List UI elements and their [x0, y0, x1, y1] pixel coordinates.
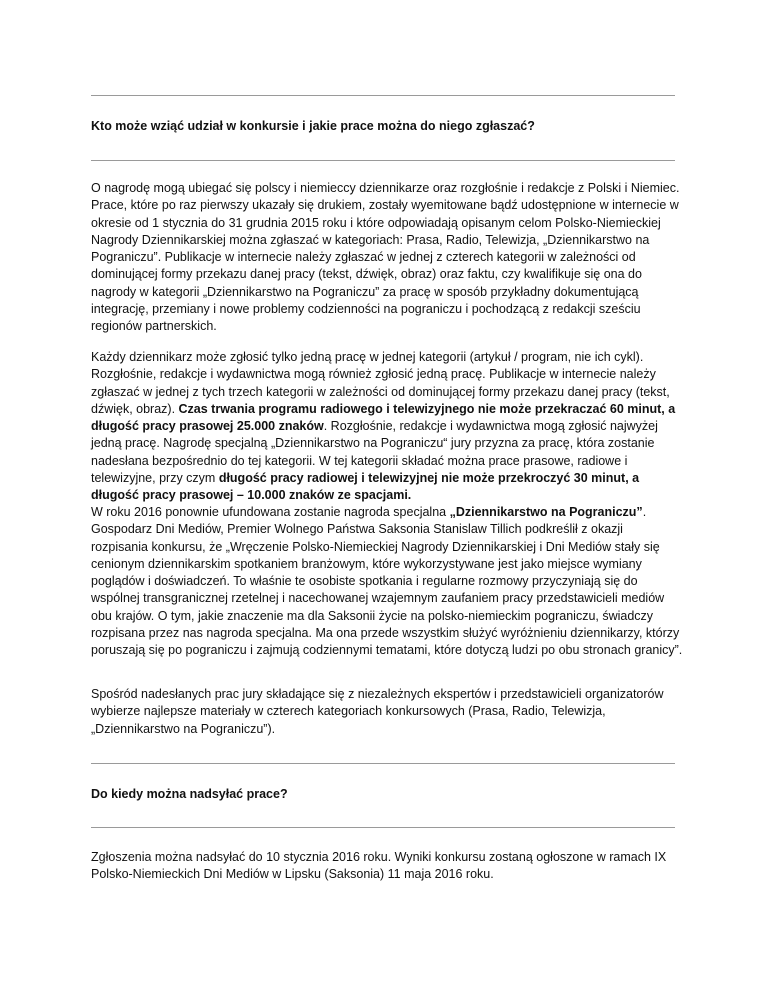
paragraph-deadline: Zgłoszenia można nadsyłać do 10 stycznia 2016 roku. Wyniki konkursu zostaną ogłoszone w ramach IX Polsko-Niemieckich Dni Mediów w Lipsku (Saksonia) 11 maja 2016 roku. — [91, 850, 667, 882]
paragraph-jury: Spośród nadesłanych prac jury składające się z niezależnych ekspertów i przedstawicieli organizatorów wybierze najlepsze materiały w czterech kategoriach konkursowych (Prasa, Radio, Telewizja, „Dziennikarstwo na Pograniczu”). — [91, 687, 664, 736]
paragraph-eligibility: O nagrodę mogą ubiegać się polscy i niemieccy dziennikarze oraz rozgłośnie i redakcje z Polski i Niemiec. Prace, które po raz pierwszy ukazały się drukiem, zostały wyemitowane bądź udostępnione w internecie w okresie od 1 stycznia do 31 grudnia 2015 roku i które odpowiadają opisanym celom Polsko-Niemieckiej Nagrody Dziennikarskiej można zgłaszać w kategoriach: Prasa, Radio, Telewizja, „Dziennikarstwo na Pograniczu”. Publikacje w internecie należy zgłaszać w jednej z czterech kategorii w zależności od dominującej formy przekazu danej pracy (tekst, dźwięk, obraz) oraz faktu, czy kwalifikuje się ona do nagrody w kategorii „Dziennikarstwo na Pograniczu” za pracę w sposób przykładny dokumentującą integrację, przemiany i nowe problemy codzienności na pograniczu i pochodzącą z redakcji sześciu regionów partnerskich. — [91, 181, 680, 334]
bold-segment: „Dziennikarstwo na Pograniczu” — [449, 505, 643, 519]
text-segment: . Rozgłośnie, redakcje i wydawnictwa mogą zgłosić najwyżej jedną pracę. Nagrodę specjalną „Dziennikarstwo na Pograniczu“ jury przyzna za pracę, która zostanie nadesłana bezpośrednio do tej kategorii. W tej kategorii składać można prace prasowe, radiowe i telewizyjne, przy czym — [91, 419, 658, 486]
divider — [91, 827, 675, 828]
paragraph-limits — [91, 349, 683, 505]
section-heading-eligibility: Kto może wziąć udział w konkursie i jakie prace można do niego zgłaszać? — [91, 119, 535, 133]
divider — [91, 160, 675, 161]
section-heading-deadline: Do kiedy można nadsyłać prace? — [91, 787, 288, 801]
paragraph-special-award — [91, 504, 683, 660]
text-segment: W roku 2016 ponownie ufundowana zostanie nagroda specjalna — [91, 505, 450, 519]
divider-top — [91, 95, 675, 96]
bold-segment: Czas trwania programu radiowego i telewizyjnego nie może przekraczać 60 minut, a długość pracy prasowej 25.000 znaków — [91, 401, 676, 434]
divider — [91, 763, 675, 764]
bold-segment: długość pracy radiowej i telewizyjnej nie może przekroczyć 30 minut, a długość pracy prasowej – 10.000 znaków ze spacjami. — [91, 471, 640, 503]
text-segment: Każdy dziennikarz może zgłosić tylko jedną pracę w jednej kategorii (artykuł / program, nie ich cykl). Rozgłośnie, redakcje i wydawnictwa mogą również zgłosić jedną pracę. Publikacje w internecie należy zgłaszać w jednej z tych trzech kategorii w zależności od dominującej formy przekazu danej pracy (tekst, dźwięk, obraz). — [91, 350, 670, 416]
text-segment: . Gospodarz Dni Mediów, Premier Wolnego Państwa Saksonia Stanislaw Tillich podkreślił z okazji rozpisania konkursu, że „Wręczenie Polsko-Niemieckiej Nagrody Dziennikarskiej i Dni Mediów stały się cenionym dziennikarskim spotkaniem branżowym, które wykorzystywane jest jako miejsce wymiany poglądów i doświadczeń. To właśnie te osobiste spotkania i regularne rozmowy przyczyniają się do wspólnej transgranicznej rzetelnej i nacechowanej wzajemnym zaufaniem pracy przedstawicieli mediów obu krajów. O tym, jakie znaczenie ma dla Saksonii życie na polsko-niemieckim pograniczu, świadczy rozpisana przez nas nagroda specjalna. Ma ona przede wszystkim służyć wyróżnieniu dziennikarzy, którzy poruszają się po pograniczu i zajmują codziennymi tematami, które dotyczą ludzi po obu stronach granicy”. — [91, 505, 683, 658]
